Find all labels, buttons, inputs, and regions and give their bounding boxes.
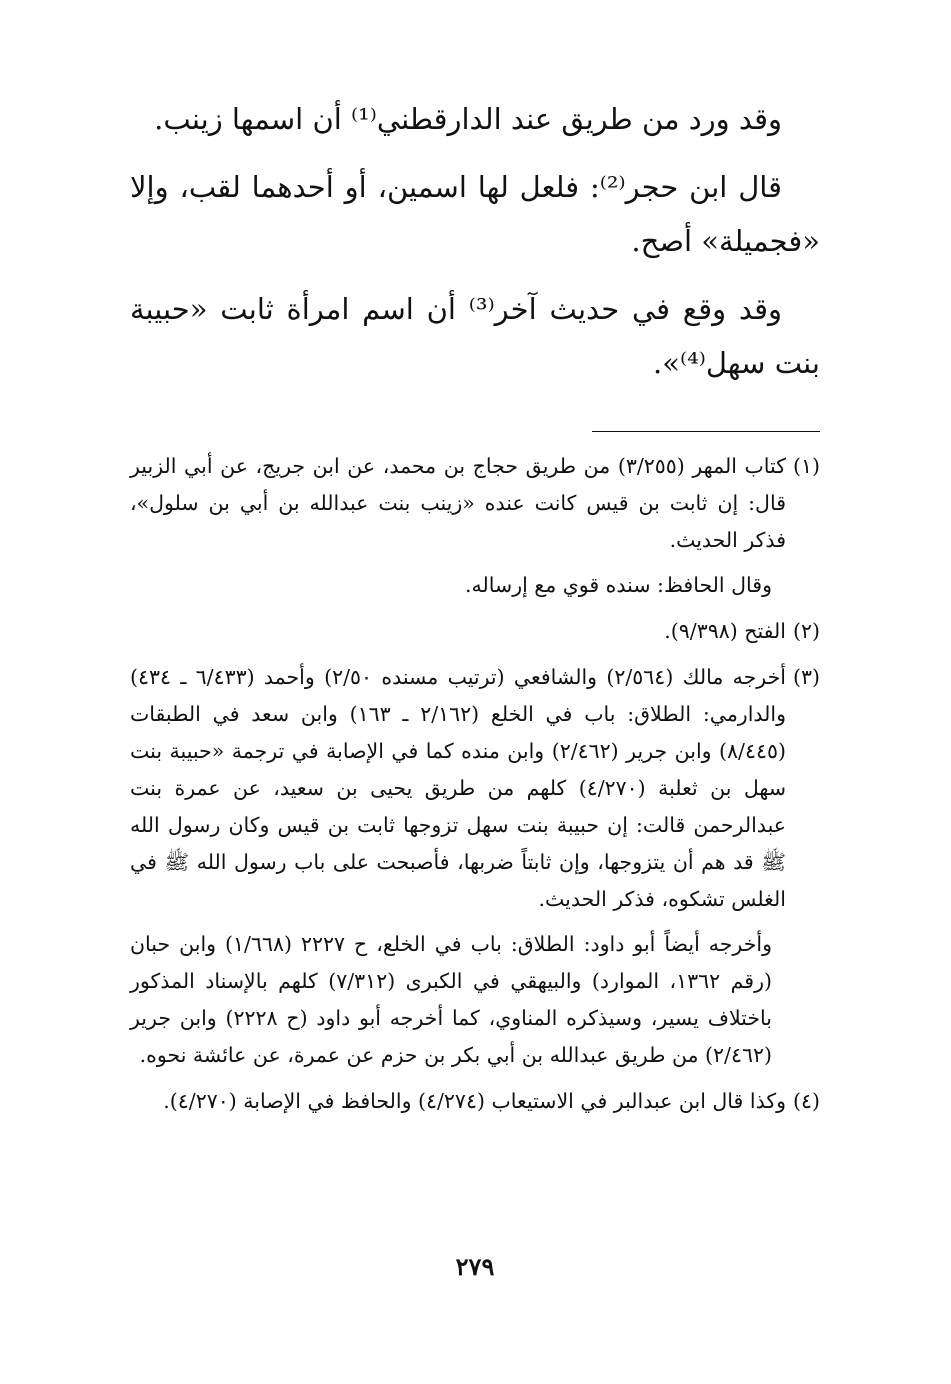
footnote-divider [592, 431, 820, 432]
paragraph-1: وقد ورد من طريق عند الدارقطني⁽¹⁾ أن اسمها زينب. [154, 102, 782, 136]
main-text [130, 92, 820, 404]
footnote-text: كتاب المهر (٣/٢٥٥) من طريق حجاج بن محمد، عن ابن جريج، عن أبي الزبير قال: إن ثابت بن قيس كانت عنده «زينب بنت عبدالله بن أبي بن سلول»، فذكر الحديث. [130, 454, 786, 552]
footnote-continuation: وأخرجه أيضاً أبو داود: الطلاق: باب في الخلع، ح ٢٢٢٧ (١/٦٦٨) وابن حبان (رقم ١٣٦٢، الموارد) والبيهقي في الكبرى (٧/٣١٢) كلهم بالإسناد المذكور باختلاف يسير، وسيذكره المناوي، كما أخرجه أبو داود (ح ٢٢٢٨) وابن جرير (٢/٤٦٢) من طريق عبدالله بن أبي بكر بن حزم عن عمرة، عن عائشة نحوه. [130, 932, 772, 1067]
footnote-2 [130, 613, 820, 650]
footnotes [130, 448, 820, 1129]
footnote-text: الفتح (٩/٣٩٨). [664, 619, 786, 643]
footnote-number: (٤) [792, 1089, 820, 1113]
footnote-continuation: وقال الحافظ: سنده قوي مع إرساله. [465, 573, 772, 597]
paragraph-3: وقد وقع في حديث آخر⁽³⁾ أن اسم امرأة ثابت «حبيبة بنت سهل⁽⁴⁾». [130, 292, 820, 380]
footnote-text: وكذا قال ابن عبدالبر في الاستيعاب (٤/٢٧٤) والحافظ في الإصابة (٤/٢٧٠). [163, 1089, 786, 1113]
page-number: ٢٧٩ [455, 1252, 495, 1281]
footnote-text: أخرجه مالك (٢/٥٦٤) والشافعي (ترتيب مسنده ٢/٥٠) وأحمد (٦/٤٣٣ ـ ٤٣٤) والدارمي: الطلاق: باب في الخلع (٢/١٦٢ ـ ١٦٣) وابن سعد في الطبقات (٨/٤٤٥) وابن جرير (٢/٤٦٢) وابن منده كما في الإصابة في ترجمة «حبيبة بنت سهل بن ثعلبة (٤/٢٧٠) كلهم من طريق يحيى بن سعيد، عن عمرة بنت عبدالرحمن قالت: إن حبيبة بنت سهل تزوجها ثابت بن قيس وكان رسول الله ﷺ قد هم أن يتزوجها، وإن ثابتاً ضربها، فأصبحت على باب رسول الله ﷺ في الغلس تشكوه، فذكر الحديث. [130, 665, 786, 911]
footnote-4 [130, 1083, 820, 1120]
footnote-3 [130, 659, 820, 1074]
footnote-1 [130, 448, 820, 604]
footnote-number: (١) [792, 454, 820, 478]
footnote-number: (٣) [792, 665, 820, 689]
footnote-number: (٢) [792, 619, 820, 643]
paragraph-2: قال ابن حجر⁽²⁾: فلعل لها اسمين، أو أحدهما لقب، وإلا «فجميلة» أصح. [130, 170, 820, 258]
book-page [130, 0, 820, 1384]
